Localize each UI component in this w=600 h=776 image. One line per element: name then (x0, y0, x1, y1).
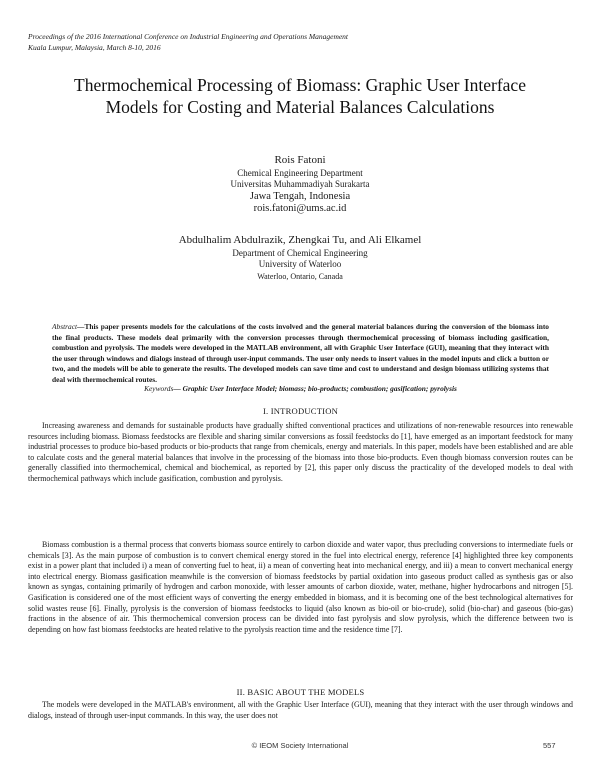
author-block-2 (100, 234, 500, 282)
footer-copyright: © IEOM Society International (251, 741, 349, 750)
author-block-1 (100, 154, 500, 216)
keywords-lead: Keywords (144, 384, 174, 393)
section-heading-introduction: I. INTRODUCTION (262, 406, 339, 416)
abstract-lead: Abstract (52, 322, 78, 331)
paper-title: Thermochemical Processing of Biomass: Graphic User Interface Models for Costing and Material Balances Calculations (74, 75, 526, 117)
author-email: rois.fatoni@ums.ac.id (253, 203, 347, 214)
coauthor-university: University of Waterloo (258, 259, 342, 269)
proceedings-line-2: Kuala Lumpur, Malaysia, March 8-10, 2016 (28, 43, 161, 52)
intro-paragraph-1: Increasing awareness and demands for sustainable products have gradually shifted conventional practices and utilizations of non-renewable resources into renewable resources including biomass. Biomass feedstocks are flexible and sharing similar conversions as fossil feedstocks do [1], have emerged as an important feedstock for many industrial processes to produce bio-based products or bio-products that range from chemicals, energy and materials. In this paper, models have been established and are able to calculate costs and the general material balances that involve in the processing of the biomass into those bio-products. Even though biomass conversion routes can be generally classified into thermochemical, chemical and biochemical, as reported by [2], this paper only discuss the practicality of the developed models to deal with thermochemical pathways which include gasification, combustion and pyrolysis. (28, 421, 573, 483)
author-department: Chemical Engineering Department (237, 167, 363, 178)
intro-paragraph-2: Biomass combustion is a thermal process that converts biomass source entirely to carbon dioxide and water vapor, thus precluding conversions to intermediate fuels or chemicals [3]. As the main purpose of combustion is to convert chemical energy stored in the fuel into electrical energy, reference [4] highlighted three key components exist in a power plant that included i) a mean of converting fuel to heat, ii) a mean of converting heat into mechanical energy, and iii) a mean to convert mechanical energy into electrical energy. Biomass gasification meanwhile is the conversion of biomass feedstocks by partial oxidation into gaseous product called as synthesis gas or also known as syngas, containing primarily of hydrogen and carbon monoxide, with lesser amounts of carbon dioxide, water, methane, higher hydrocarbons and nitrogen [5]. Gasification is considered one of the most efficient ways of converting the energy embedded in biomass, and it is becoming one of the best technological alternatives for solid wastes reuse [6]. Finally, pyrolysis is the conversion of biomass feedstocks to liquid (also known as bio-oil or bio-crude), solid (bio-char) and gaseous (bio-gas) fractions in the absence of air. This thermochemical conversion process can be divided into fast pyrolysis and slow pyrolysis, which the difference between two is depending on how fast biomass feedstocks are heated relative to the pyrolysis reaction time and the residence time [7]. (28, 540, 573, 634)
author-university: Universitas Muhammadiyah Surakarta (230, 179, 370, 189)
section-heading-basic-models: II. BASIC ABOUT THE MODELS (236, 687, 365, 697)
models-paragraph-1: The models were developed in the MATLAB's environment, all with the Graphic User Interface (GUI), meaning that they interact with the user through windows and dialogs, instead of through user-input commands. In this way, the user does not (28, 700, 573, 720)
coauthor-names: Abdulhalim Abdulrazik, Zhengkai Tu, and Ali Elkamel (178, 234, 422, 246)
keywords-text: — Graphic User Interface Model; biomass; bio-products; combustion; gasification; pyrolysis (173, 384, 457, 393)
author-name: Rois Fatoni (274, 154, 326, 166)
coauthor-department: Department of Chemical Engineering (232, 247, 368, 258)
proceedings-header (28, 31, 573, 53)
author-location: Jawa Tengah, Indonesia (249, 190, 351, 202)
coauthor-location: Waterloo, Ontario, Canada (257, 271, 343, 281)
page-number: 557 (543, 741, 556, 750)
abstract (52, 322, 549, 386)
keywords (52, 384, 549, 393)
proceedings-line-1: Proceedings of the 2016 International Conference on Industrial Engineering and Operations Management (28, 32, 349, 41)
abstract-text: —This paper presents models for the calculations of the costs involved and the general material balances during the conversion of the biomass into the final products. These models deal primarily with the conversion processes through thermochemical processing of biomass including gasification, combustion and pyrolysis. The models were developed in the MATLAB environment, all with Graphic User Interface (GUI), meaning that they interact with the user through windows and dialogs instead of through user-input commands. The user only needs to insert values in the model inputs and click a button or two, and the models will be able to generate the results. The developed models can save time and cost to understand and design biomass utilizing systems that deal with thermochemical routes. (52, 322, 549, 384)
